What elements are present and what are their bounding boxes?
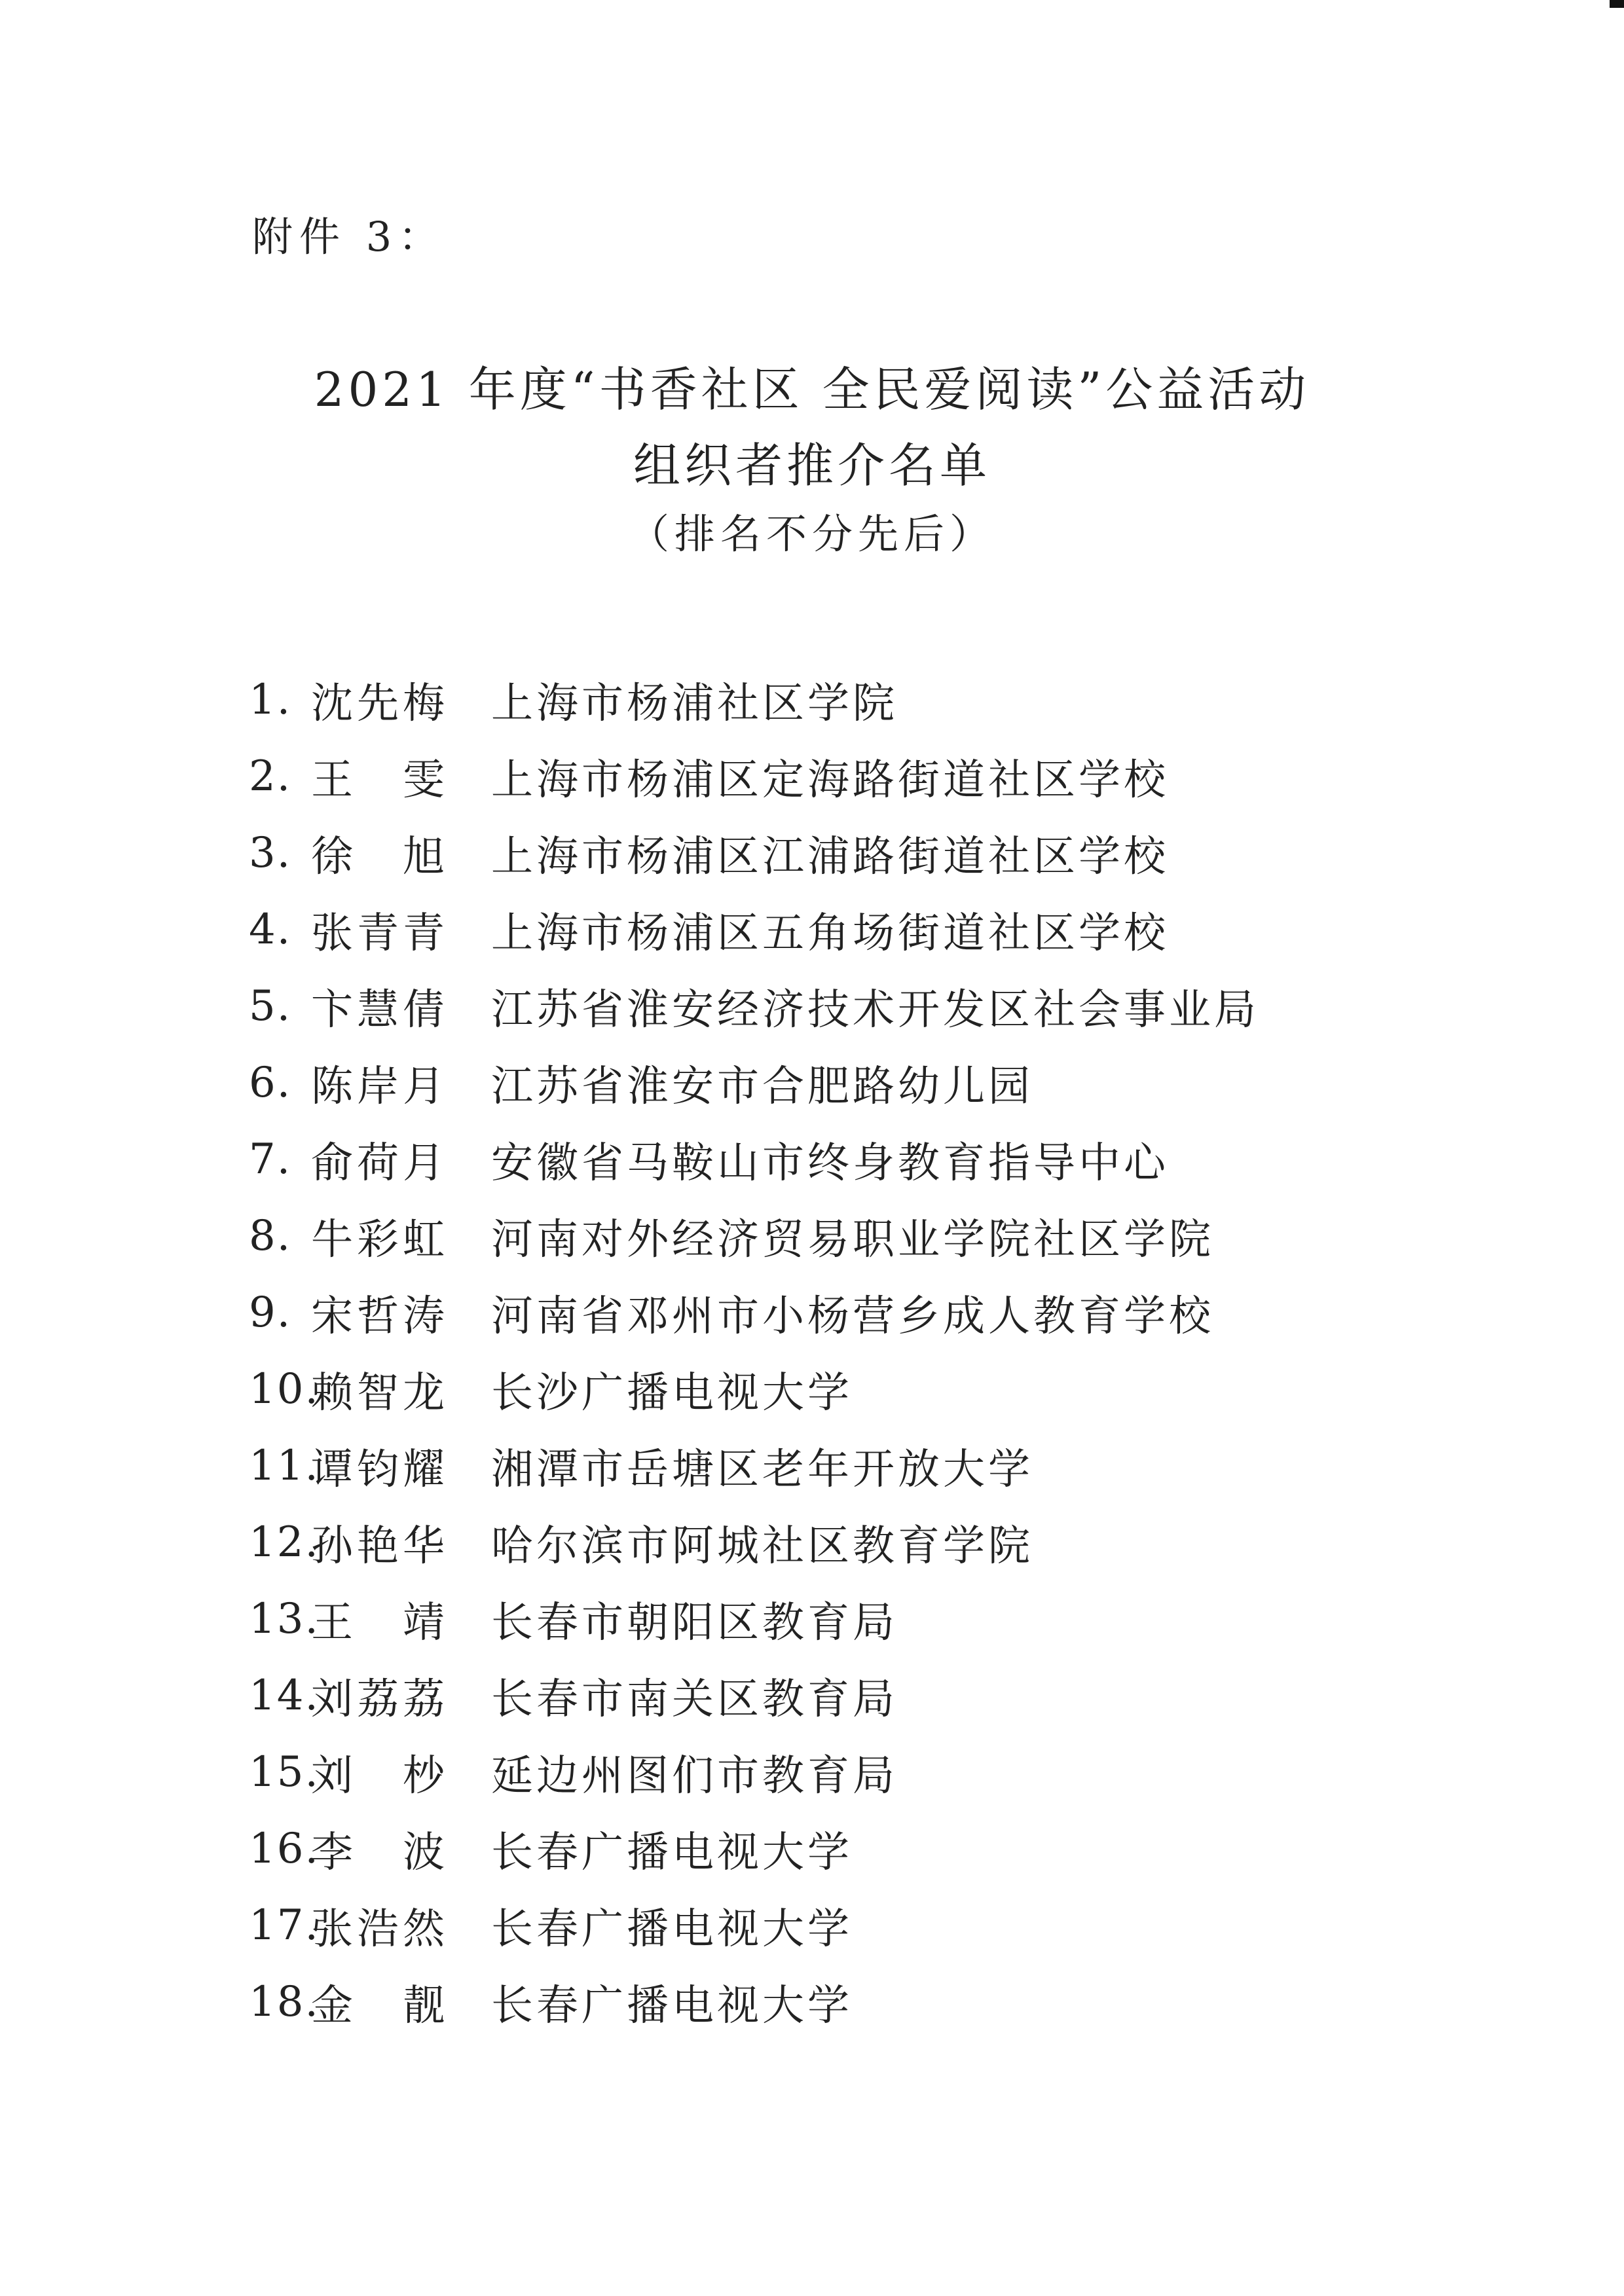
organization-name: 上海市杨浦区江浦路街道社区学校 <box>491 832 1169 881</box>
document-title-line-2: 组织者推介名单 <box>633 438 991 493</box>
organizer-name: 徐 旭 <box>311 832 449 881</box>
organization-name: 长春广播电视大学 <box>491 1828 853 1877</box>
organization-name: 河南省邓州市小杨营乡成人教育学校 <box>491 1292 1214 1341</box>
list-item <box>249 891 1493 968</box>
organizer-name: 张浩然 <box>311 1904 449 1954</box>
entry-number: 8. <box>249 1211 292 1260</box>
organizer-name: 王 靖 <box>311 1598 449 1647</box>
list-item <box>249 1427 1493 1504</box>
organization-name: 哈尔滨市阿城社区教育学院 <box>491 1522 1033 1571</box>
organization-name: 长春市朝阳区教育局 <box>491 1598 898 1647</box>
list-item <box>249 738 1493 814</box>
organizer-name: 刘 杪 <box>311 1751 449 1800</box>
organization-name: 长沙广播电视大学 <box>491 1368 853 1417</box>
list-item <box>249 1121 1493 1197</box>
entry-number: 4. <box>249 905 292 954</box>
list-item <box>249 814 1493 891</box>
document-title-line-1: 2021 年度“书香社区 全民爱阅读”公益活动 <box>314 362 1310 417</box>
entry-number: 1. <box>249 675 292 724</box>
list-item <box>249 1197 1493 1274</box>
organization-name: 湘潭市岳塘区老年开放大学 <box>491 1445 1033 1494</box>
organization-name: 上海市杨浦区五角场街道社区学校 <box>491 909 1169 958</box>
list-item <box>249 661 1493 738</box>
entry-number: 5. <box>249 981 292 1030</box>
organizer-name: 宋哲涛 <box>311 1292 449 1341</box>
organizer-name: 刘荔荔 <box>311 1675 449 1724</box>
list-item <box>249 1351 1493 1427</box>
entry-number: 11. <box>249 1441 320 1490</box>
entry-number: 18. <box>249 1977 320 2026</box>
list-item <box>249 1810 1493 1887</box>
organizer-name: 牛彩虹 <box>311 1215 449 1264</box>
organization-name: 长春广播电视大学 <box>491 1981 853 2030</box>
organizer-name: 赖智龙 <box>311 1368 449 1417</box>
organizer-name: 沈先梅 <box>311 679 449 728</box>
title-block <box>0 357 1624 564</box>
organization-name: 上海市杨浦区定海路街道社区学校 <box>491 756 1169 805</box>
ranking-note: （排名不分先后） <box>628 510 995 558</box>
list-item <box>249 1657 1493 1734</box>
organization-name: 延边州图们市教育局 <box>491 1751 898 1800</box>
organization-name: 河南对外经济贸易职业学院社区学院 <box>491 1215 1214 1264</box>
list-item <box>249 968 1493 1044</box>
entry-number: 14. <box>249 1671 320 1720</box>
organizer-name: 卞慧倩 <box>311 985 449 1034</box>
entry-number: 12. <box>249 1518 320 1567</box>
list-item <box>249 1963 1493 2040</box>
organization-name: 安徽省马鞍山市终身教育指导中心 <box>491 1139 1169 1188</box>
entry-number: 6. <box>249 1058 292 1107</box>
organizer-name: 张青青 <box>311 909 449 958</box>
organization-name: 长春市南关区教育局 <box>491 1675 898 1724</box>
entry-number: 3. <box>249 828 292 877</box>
entry-number: 9. <box>249 1288 292 1337</box>
entry-number: 2. <box>249 752 292 801</box>
entry-number: 17. <box>249 1901 320 1950</box>
organization-name: 江苏省淮安经济技术开发区社会事业局 <box>491 985 1259 1034</box>
list-item <box>249 1044 1493 1121</box>
list-item <box>249 1274 1493 1351</box>
organizer-name: 谭钧耀 <box>311 1445 449 1494</box>
organizer-name: 李 波 <box>311 1828 449 1877</box>
list-item <box>249 1580 1493 1657</box>
scan-edge-mark <box>1610 0 1624 8</box>
organizer-name: 孙艳华 <box>311 1522 449 1571</box>
organizer-name: 金 靓 <box>311 1981 449 2030</box>
organizer-name: 王 雯 <box>311 756 449 805</box>
entry-number: 16. <box>249 1824 320 1873</box>
organization-name: 长春广播电视大学 <box>491 1904 853 1954</box>
entry-number: 15. <box>249 1747 320 1796</box>
list-item <box>249 1734 1493 1810</box>
list-item <box>249 1504 1493 1580</box>
organizer-list <box>249 661 1493 2040</box>
entry-number: 10. <box>249 1364 320 1413</box>
organization-name: 江苏省淮安市合肥路幼儿园 <box>491 1062 1033 1111</box>
list-item <box>249 1887 1493 1963</box>
entry-number: 7. <box>249 1135 292 1184</box>
entry-number: 13. <box>249 1594 320 1643</box>
attachment-label: 附件 3： <box>252 213 446 261</box>
organizer-name: 陈岸月 <box>311 1062 449 1111</box>
organizer-name: 俞荷月 <box>311 1139 449 1188</box>
organization-name: 上海市杨浦社区学院 <box>491 679 898 728</box>
